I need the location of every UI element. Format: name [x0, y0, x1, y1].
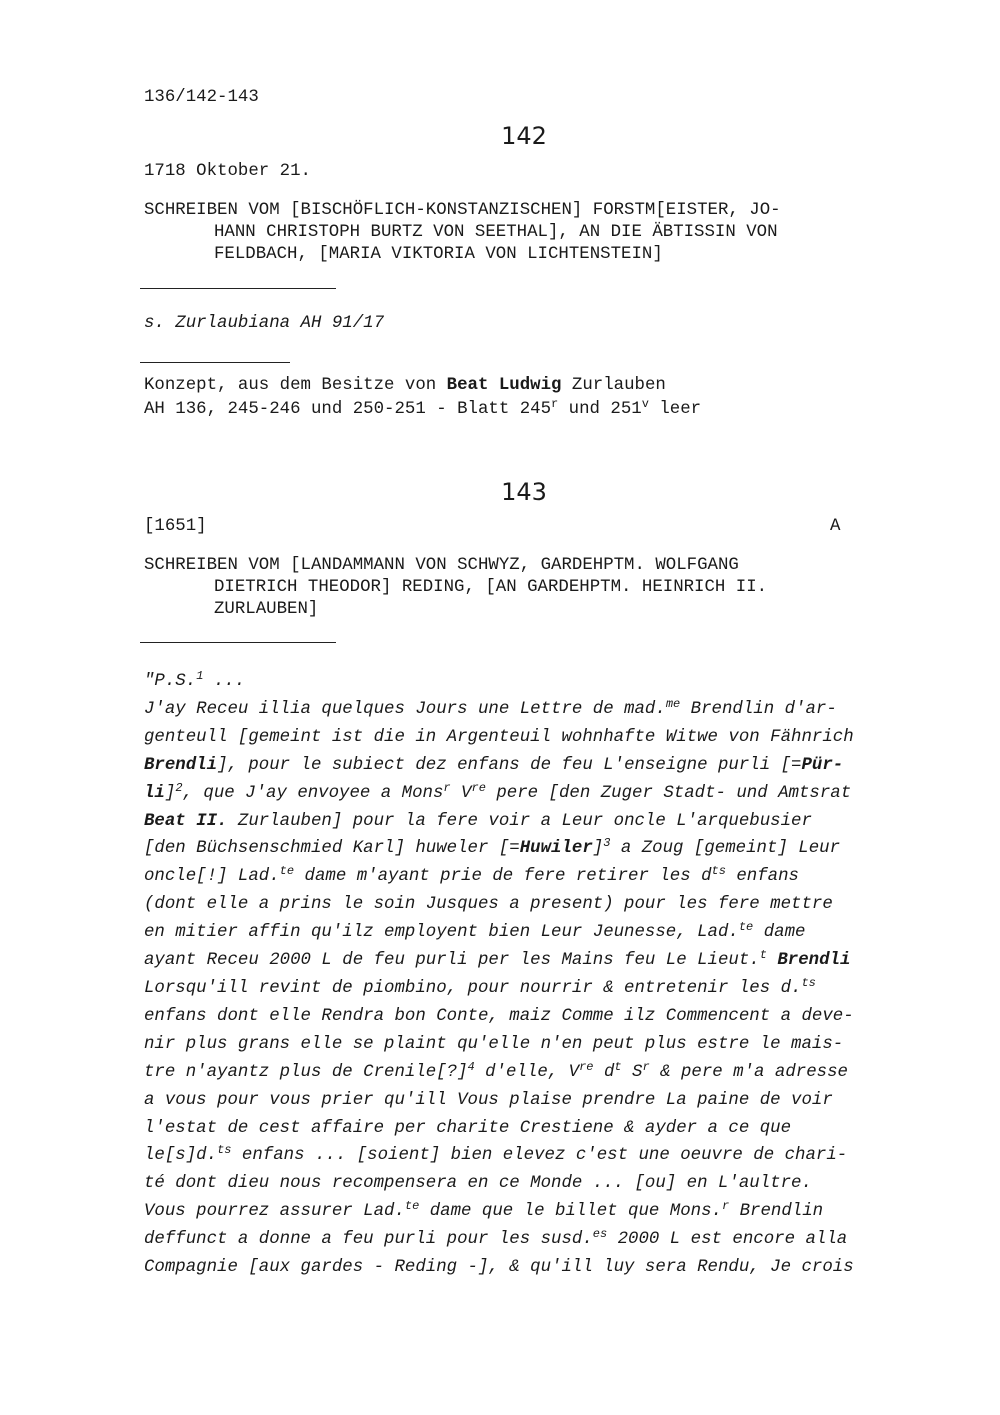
- bold-name: li: [144, 783, 165, 803]
- title-line: FELDBACH, [MARIA VIKTORIA VON LICHTENSTEIN]: [214, 245, 663, 264]
- divider: [140, 642, 336, 643]
- footnote-ref: 1: [196, 669, 204, 683]
- ps-text: ...: [203, 672, 246, 691]
- document-date-143: [1651]: [144, 517, 207, 536]
- body-line: [144, 808, 854, 836]
- body-text: tre n'ayantz plus de Crenile[?]: [144, 1062, 468, 1082]
- superscript: te: [738, 920, 754, 935]
- archive-line-142: [144, 397, 702, 419]
- superscript: t: [759, 948, 767, 963]
- body-line: nir plus grans elle se plaint qu'elle n'en peut plus estre le mais-: [144, 1034, 844, 1054]
- body-text: ayant Receu 2000 L de feu purli per les Mains feu Le Lieut.: [144, 951, 760, 971]
- ps-text: "P.S.: [144, 672, 197, 691]
- body-line: a vous pour vous prier qu'ill Vous plaise prendre La paine de voir: [144, 1090, 833, 1110]
- letter-body: [144, 668, 854, 1282]
- body-line: [144, 1059, 854, 1087]
- superscript: re: [471, 780, 486, 795]
- title-line: HANN CHRISTOPH BURTZ VON SEETHAL], AN DIE ÄBTISSIN VON: [214, 223, 778, 242]
- body-text: S: [621, 1062, 643, 1082]
- body-text: enfans ... [soient] bien elevez c'est une oeuvre de chari-: [231, 1146, 848, 1166]
- body-line: (dont elle a prins le soin Jusques a present) pour les fere mettre: [144, 895, 833, 915]
- superscript: ts: [801, 975, 816, 990]
- body-text: dame que le billet que Mons.: [419, 1202, 722, 1222]
- superscript: r: [551, 397, 559, 411]
- body-text: deffunct a donne a feu purli pour les susd.: [144, 1230, 593, 1250]
- reference-note-142: s. Zurlaubiana AH 91/17: [144, 314, 385, 333]
- body-line: Compagnie [aux gardes - Reding -], & qu'ill luy sera Rendu, Je crois: [144, 1258, 854, 1278]
- superscript: ts: [711, 864, 726, 879]
- bold-name: Beat II.: [144, 811, 228, 831]
- document-title-143: [144, 555, 904, 621]
- body-text: en mitier affin qu'ilz employent bien Leur Jeunesse, Lad.: [144, 923, 739, 943]
- superscript: r: [642, 1059, 650, 1074]
- document-number-142: 142: [501, 122, 547, 150]
- body-text: pere [den Zuger Stadt- und Amtsrat: [485, 783, 852, 803]
- body-text: enfans: [725, 867, 799, 887]
- body-line: [144, 1142, 854, 1170]
- body-text: , que J'ay envoyee a Mons: [182, 783, 444, 803]
- bold-name: Brendli: [144, 755, 218, 775]
- body-line: [144, 1198, 854, 1226]
- body-text: ]: [592, 839, 604, 859]
- body-line: [144, 1226, 854, 1254]
- document-title-142: [144, 200, 904, 266]
- footnote-ref: 4: [467, 1059, 475, 1074]
- body-line: genteull [gemeint ist die in Argenteuil wohnhafte Witwe von Fähnrich: [144, 727, 854, 747]
- source-text: Konzept, aus dem Besitze von: [144, 376, 447, 395]
- body-text: oncle[!] Lad.: [144, 867, 280, 887]
- body-text: dame: [753, 923, 806, 943]
- document-ref: 136/142-143: [144, 88, 259, 107]
- superscript: es: [592, 1227, 608, 1242]
- body-text: Brendlin d'ar-: [680, 699, 837, 719]
- version-marker: A: [830, 517, 841, 536]
- body-text: & pere m'a adresse: [649, 1062, 848, 1082]
- source-text: Zurlauben: [561, 376, 666, 395]
- body-line: [144, 780, 854, 808]
- superscript: t: [614, 1059, 622, 1074]
- source-name: Beat Ludwig: [446, 376, 562, 395]
- footnote-ref: 3: [603, 836, 611, 851]
- body-text: 2000 L est encore alla: [607, 1230, 848, 1250]
- body-line: [144, 919, 854, 947]
- body-text: V: [450, 783, 472, 803]
- superscript: te: [279, 864, 295, 879]
- body-text: le[s]d.: [144, 1146, 218, 1166]
- archive-text: AH 136, 245-246 und 250-251 - Blatt 245: [144, 400, 552, 419]
- bold-name: Pür-: [801, 755, 844, 775]
- body-line: [144, 975, 854, 1003]
- body-line: té dont dieu nous recompensera en ce Monde ... [ou] en L'aultre.: [144, 1174, 812, 1194]
- archive-text: und 251: [558, 400, 642, 419]
- archive-text: leer: [648, 400, 702, 419]
- body-text: dame m'ayant prie de fere retirer les d: [294, 867, 712, 887]
- title-line: SCHREIBEN VOM [LANDAMMANN VON SCHWYZ, GARDEHPTM. WOLFGANG: [144, 556, 739, 575]
- superscript: r: [443, 780, 451, 795]
- document-number-143: 143: [501, 478, 547, 506]
- body-text: Brendlin: [729, 1202, 824, 1222]
- source-line-142: [144, 376, 666, 395]
- superscript: te: [404, 1199, 420, 1214]
- body-text: Zurlauben] pour la fere voir a Leur oncle L'arquebusier: [227, 811, 812, 831]
- superscript: me: [665, 696, 681, 711]
- document-date-142: 1718 Oktober 21.: [144, 162, 311, 181]
- body-line: [144, 668, 854, 696]
- bold-name: Huwiler: [519, 839, 593, 859]
- body-text: Vous pourrez assurer Lad.: [144, 1202, 405, 1222]
- body-text: [767, 951, 777, 970]
- divider: [140, 362, 290, 363]
- bold-name: Brendli: [777, 951, 851, 971]
- body-text: J'ay Receu illia quelques Jours une Lettre de mad.: [144, 699, 666, 719]
- body-line: l'estat de cest affaire per charite Crestiene & ayder a ce que: [144, 1118, 792, 1138]
- body-line: [144, 863, 854, 891]
- body-line: [144, 752, 854, 780]
- body-text: [den Büchsenschmied Karl] huweler [=: [144, 839, 520, 859]
- title-line: SCHREIBEN VOM [BISCHÖFLICH-KONSTANZISCHEN] FORSTM[EISTER, JO-: [144, 201, 781, 220]
- superscript: ts: [217, 1143, 232, 1158]
- superscript: v: [641, 397, 649, 411]
- body-text: Lorsqu'ill revint de piombino, pour nourrir & entretenir les d.: [144, 978, 802, 998]
- footnote-ref: 2: [175, 780, 183, 795]
- body-text: ]: [164, 783, 176, 803]
- body-line: enfans dont elle Rendra bon Conte, maiz Comme ilz Commencent a deve-: [144, 1006, 854, 1026]
- body-text: a Zoug [gemeint] Leur: [610, 839, 841, 859]
- body-line: [144, 947, 854, 975]
- title-line: DIETRICH THEODOR] REDING, [AN GARDEHPTM. HEINRICH II.: [214, 578, 768, 597]
- body-text: d'elle, V: [474, 1062, 580, 1082]
- title-line: ZURLAUBEN]: [214, 600, 319, 619]
- body-line: [144, 835, 854, 863]
- divider: [140, 288, 336, 289]
- body-line: [144, 696, 854, 724]
- body-text: ], pour le subiect dez enfans de feu L'enseigne purli [=: [217, 755, 802, 775]
- superscript: re: [579, 1059, 594, 1074]
- superscript: r: [721, 1199, 730, 1214]
- body-text: d: [593, 1062, 615, 1082]
